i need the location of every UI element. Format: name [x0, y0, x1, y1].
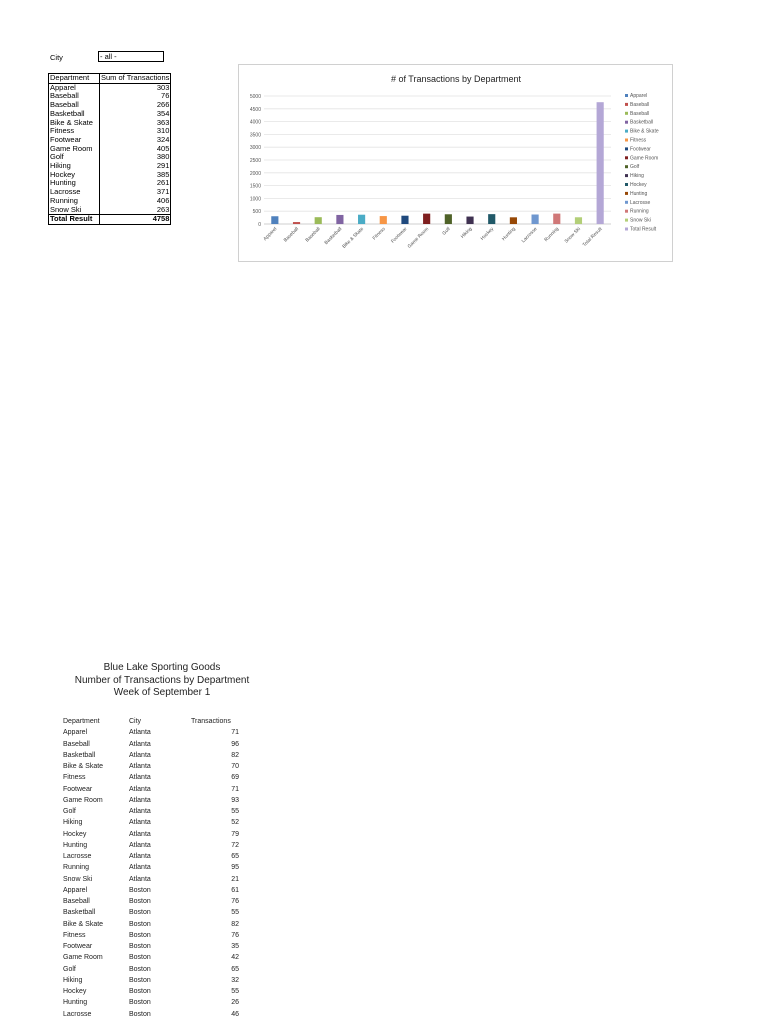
- legend-swatch: [625, 165, 628, 168]
- pivot-value-cell[interactable]: 371: [156, 187, 170, 197]
- report-row: [63, 795, 239, 806]
- report-department-cell: Lacrosse: [63, 1010, 92, 1018]
- x-tick-label: Hunting: [501, 226, 517, 243]
- report-title-subject: Number of Transactions by Department: [74, 674, 250, 686]
- x-tick-label: Apparel: [263, 226, 279, 243]
- pivot-value-cell[interactable]: 261: [156, 178, 170, 188]
- report-city-cell: Boston: [129, 965, 151, 973]
- y-tick-label: 4500: [249, 106, 261, 113]
- bar-baseball: [315, 217, 322, 224]
- legend-swatch: [625, 174, 628, 177]
- report-transactions-cell: 82: [231, 751, 239, 759]
- report-row: [63, 862, 239, 873]
- pivot-department-cell[interactable]: Game Room: [49, 145, 100, 154]
- pivot-value-cell[interactable]: 324: [156, 134, 170, 144]
- pivot-department-cell[interactable]: Hiking: [49, 162, 100, 171]
- report-row: [63, 874, 239, 885]
- bar-hockey: [488, 214, 495, 224]
- report-city-cell: Atlanta: [129, 763, 151, 770]
- report-city-cell: Boston: [129, 898, 151, 905]
- report-city-cell: Boston: [129, 886, 151, 894]
- bar-lacrosse: [532, 215, 539, 224]
- report-row: [63, 930, 239, 941]
- pivot-department-cell[interactable]: Golf: [49, 153, 100, 162]
- legend-entry: Fitness: [630, 137, 647, 144]
- y-tick-label: 4000: [249, 119, 261, 126]
- report-department-cell: Golf: [63, 965, 76, 973]
- report-transactions-cell: 55: [231, 808, 239, 815]
- pivot-department-cell[interactable]: Hockey: [49, 171, 100, 180]
- report-city-cell: Boston: [129, 909, 151, 917]
- x-tick-label: Golf: [441, 226, 452, 237]
- report-row: [63, 739, 239, 750]
- report-city-cell: Boston: [129, 976, 151, 984]
- report-department-cell: Running: [63, 864, 90, 872]
- pivot-value-cell[interactable]: 354: [156, 108, 170, 118]
- report-city-cell: Atlanta: [129, 796, 151, 804]
- pivot-department-cell[interactable]: Running: [49, 197, 100, 206]
- report-city-cell: Atlanta: [129, 774, 151, 782]
- report-table: [63, 716, 239, 1020]
- report-transactions-cell: 26: [231, 999, 239, 1007]
- report-transactions-cell: 65: [231, 853, 239, 860]
- y-tick-label: 500: [252, 209, 261, 216]
- bar-footwear: [401, 216, 408, 224]
- report-header-city: City: [129, 718, 142, 725]
- x-tick-label: Hiking: [460, 226, 474, 240]
- report-city-cell: Boston: [129, 988, 151, 995]
- legend-entry: Baseball: [630, 101, 650, 108]
- pivot-value-cell[interactable]: 310: [156, 126, 170, 136]
- x-tick-label: Fitness: [372, 226, 387, 242]
- legend-swatch: [625, 121, 628, 124]
- report-row: [63, 975, 239, 986]
- pivot-department-cell[interactable]: Basketball: [49, 110, 100, 119]
- x-tick-label: Basketball: [324, 226, 344, 247]
- y-tick-label: 2500: [249, 158, 261, 164]
- report-department-cell: Bike & Skate: [63, 763, 104, 770]
- pivot-total-row: [49, 215, 171, 225]
- report-transactions-cell: 52: [231, 819, 239, 827]
- report-title-week: Week of September 1: [113, 687, 211, 698]
- x-tick-label: Running: [544, 226, 561, 244]
- report-row: [63, 750, 239, 761]
- city-filter-dropdown[interactable]: - all -: [98, 51, 164, 62]
- report-department-cell: Apparel: [63, 729, 88, 737]
- report-transactions-cell: 79: [231, 830, 239, 838]
- report-transactions-cell: 70: [231, 763, 239, 770]
- bar-hunting: [510, 217, 517, 224]
- pivot-value-cell[interactable]: 291: [156, 161, 170, 171]
- report-city-cell: Atlanta: [129, 785, 151, 793]
- report-transactions-cell: 72: [231, 841, 239, 849]
- pivot-value-cell[interactable]: 406: [156, 195, 170, 205]
- report-department-cell: Hockey: [63, 988, 87, 995]
- report-transactions-cell: 69: [231, 774, 239, 782]
- report-header-transactions: Transactions: [191, 718, 231, 725]
- report-city-cell: Atlanta: [129, 864, 151, 872]
- legend-swatch: [625, 210, 628, 213]
- legend-swatch: [625, 147, 628, 150]
- legend-swatch: [625, 219, 628, 222]
- report-transactions-cell: 93: [231, 796, 239, 804]
- report-row: [63, 907, 239, 918]
- report-header-row: [63, 716, 239, 727]
- report-city-cell: Atlanta: [129, 841, 151, 849]
- pivot-header-row: [49, 74, 171, 84]
- report-row: [63, 941, 239, 952]
- legend-swatch: [625, 139, 628, 142]
- report-department-cell: Basketball: [63, 909, 96, 917]
- bar-running: [553, 214, 560, 224]
- chart-frame[interactable]: [238, 64, 673, 262]
- transactions-bar-chart: [239, 65, 674, 263]
- y-tick-label: 3000: [249, 145, 261, 152]
- report-city-cell: Atlanta: [129, 875, 151, 883]
- report-row: [63, 806, 239, 817]
- pivot-department-cell[interactable]: Lacrosse: [49, 188, 100, 197]
- report-transactions-cell: 32: [231, 976, 239, 984]
- pivot-department-cell[interactable]: Baseball: [49, 101, 100, 110]
- pivot-department-cell[interactable]: Fitness: [49, 127, 100, 136]
- report-row: [63, 817, 239, 828]
- x-tick-label: Total Result: [582, 226, 604, 249]
- pivot-department-cell[interactable]: Apparel: [49, 83, 100, 92]
- report-transactions-cell: 55: [231, 988, 239, 995]
- bar-golf: [445, 214, 452, 224]
- report-transactions-cell: 46: [231, 1010, 239, 1018]
- legend-entry: Baseball: [630, 110, 650, 117]
- x-tick-label: Game Room: [407, 226, 431, 250]
- pivot-value-cell[interactable]: 380: [156, 152, 170, 162]
- report-city-cell: Boston: [129, 931, 151, 939]
- pivot-table: [48, 73, 171, 225]
- x-tick-label: Baseball: [283, 226, 300, 244]
- pivot-value-cell[interactable]: 76: [161, 91, 170, 101]
- x-tick-label: Footwear: [390, 226, 409, 245]
- report-title: [40, 662, 284, 700]
- report-department-cell: Game Room: [63, 954, 103, 962]
- legend-entry: Game Room: [630, 155, 659, 162]
- report-department-cell: Baseball: [63, 898, 90, 905]
- pivot-header-department: Department: [49, 74, 100, 84]
- report-department-cell: Hiking: [63, 976, 83, 984]
- report-city-cell: Atlanta: [129, 808, 151, 815]
- report-row: [63, 964, 239, 975]
- report-transactions-cell: 35: [231, 943, 239, 950]
- y-tick-label: 2000: [249, 170, 261, 177]
- pivot-total-label: Total Result: [49, 215, 100, 225]
- report-transactions-cell: 76: [231, 931, 239, 939]
- legend-entry: Snow Ski: [630, 217, 651, 224]
- report-transactions-cell: 95: [231, 864, 239, 872]
- bar-baseball: [293, 222, 300, 224]
- pivot-header-sum: Sum of Transactions: [101, 73, 170, 82]
- report-header-department: Department: [63, 718, 100, 725]
- pivot-department-cell[interactable]: Hunting: [49, 179, 100, 188]
- pivot-value-cell[interactable]: 263: [156, 204, 170, 214]
- report-row: [63, 986, 239, 997]
- report-row: [63, 727, 239, 738]
- report-transactions-cell: 71: [231, 729, 239, 737]
- pivot-value-cell[interactable]: 266: [156, 100, 170, 110]
- legend-entry: Running: [630, 208, 649, 215]
- report-transactions-cell: 71: [231, 785, 239, 793]
- bar-total-result: [597, 102, 604, 224]
- report-department-cell: Game Room: [63, 796, 103, 804]
- bar-bike-skate: [358, 215, 365, 224]
- report-row: [63, 784, 239, 795]
- report-row: [63, 772, 239, 783]
- report-transactions-cell: 96: [231, 740, 239, 748]
- report-department-cell: Apparel: [63, 886, 88, 894]
- report-department-cell: Footwear: [63, 943, 93, 950]
- report-department-cell: Lacrosse: [63, 853, 92, 860]
- report-transactions-cell: 61: [231, 886, 239, 894]
- report-department-cell: Hiking: [63, 819, 83, 827]
- x-tick-label: Bike & Skate: [342, 226, 366, 250]
- report-city-cell: Atlanta: [129, 751, 151, 759]
- report-row: [63, 919, 239, 930]
- y-tick-label: 3500: [249, 132, 261, 139]
- legend-swatch: [625, 130, 628, 133]
- pivot-department-cell[interactable]: Bike & Skate: [49, 119, 100, 128]
- y-tick-label: 5000: [249, 94, 261, 100]
- legend-entry: Hiking: [630, 173, 644, 180]
- x-tick-label: Hockey: [480, 226, 496, 242]
- report-transactions-cell: 42: [231, 954, 239, 962]
- report-transactions-cell: 55: [231, 909, 239, 917]
- bar-fitness: [380, 216, 387, 224]
- bar-apparel: [271, 216, 278, 224]
- report-transactions-cell: 65: [231, 965, 239, 973]
- report-row: [63, 851, 239, 862]
- report-department-cell: Baseball: [63, 740, 90, 748]
- report-title-company: Blue Lake Sporting Goods: [103, 662, 221, 673]
- report-department-cell: Fitness: [63, 774, 86, 782]
- city-filter-label: City: [50, 53, 63, 62]
- report-city-cell: Boston: [129, 999, 151, 1007]
- legend-swatch: [625, 103, 628, 106]
- report-row: [63, 952, 239, 963]
- legend-entry: Hunting: [630, 190, 648, 197]
- report-row: [63, 761, 239, 772]
- report-department-cell: Snow Ski: [63, 875, 93, 883]
- report-department-cell: Hunting: [63, 999, 88, 1007]
- pivot-department-cell[interactable]: Baseball: [49, 92, 100, 101]
- pivot-department-cell[interactable]: Snow Ski: [49, 206, 100, 215]
- legend-entry: Hockey: [630, 182, 647, 188]
- report-row: [63, 840, 239, 851]
- pivot-row: [49, 145, 171, 154]
- report-city-cell: Boston: [129, 1010, 151, 1018]
- y-tick-label: 1000: [249, 196, 261, 203]
- legend-entry: Bike & Skate: [630, 128, 659, 135]
- report-city-cell: Boston: [129, 920, 151, 928]
- y-tick-label: 0: [258, 222, 261, 228]
- pivot-value-cell[interactable]: 363: [156, 117, 170, 127]
- report-department-cell: Golf: [63, 808, 76, 815]
- legend-swatch: [625, 183, 628, 186]
- bar-snow-ski: [575, 217, 582, 224]
- pivot-value-cell[interactable]: 385: [156, 169, 170, 179]
- legend-entry: Lacrosse: [630, 199, 651, 206]
- report-department-cell: Footwear: [63, 785, 93, 793]
- x-tick-label: Baseball: [305, 226, 322, 244]
- legend-swatch: [625, 94, 628, 97]
- report-department-cell: Hockey: [63, 830, 87, 838]
- pivot-department-cell[interactable]: Footwear: [49, 136, 100, 145]
- legend-entry: Golf: [630, 164, 640, 171]
- x-tick-label: Lacrosse: [521, 226, 539, 245]
- chart-title: # of Transactions by Department: [390, 74, 522, 84]
- legend-entry: Total Result: [630, 226, 657, 233]
- pivot-value-cell[interactable]: 405: [156, 143, 170, 153]
- legend-swatch: [625, 192, 628, 195]
- legend-swatch: [625, 201, 628, 204]
- y-tick-label: 1500: [249, 183, 261, 190]
- report-row: [63, 885, 239, 896]
- report-row: [63, 997, 239, 1008]
- pivot-total-value: 4758: [100, 215, 171, 225]
- legend-swatch: [625, 228, 628, 231]
- report-transactions-cell: 21: [231, 875, 239, 883]
- report-city-cell: Atlanta: [129, 729, 151, 737]
- report-row: [63, 1009, 239, 1020]
- report-city-cell: Atlanta: [129, 740, 151, 748]
- legend-entry: Basketball: [630, 119, 654, 126]
- report-row: [63, 896, 239, 907]
- bar-basketball: [336, 215, 343, 224]
- report-department-cell: Bike & Skate: [63, 920, 104, 928]
- report-city-cell: Atlanta: [129, 819, 151, 827]
- x-tick-label: Snow Ski: [564, 226, 582, 245]
- bar-game-room: [423, 214, 430, 224]
- report-city-cell: Atlanta: [129, 853, 151, 860]
- bar-hiking: [466, 217, 473, 224]
- report-city-cell: Atlanta: [129, 830, 151, 838]
- legend-entry: Apparel: [630, 93, 648, 99]
- report-department-cell: Fitness: [63, 931, 86, 939]
- report-row: [63, 829, 239, 840]
- legend-swatch: [625, 112, 628, 115]
- report-city-cell: Boston: [129, 954, 151, 962]
- pivot-value-cell[interactable]: 303: [156, 82, 170, 92]
- report-department-cell: Basketball: [63, 751, 96, 759]
- report-city-cell: Boston: [129, 943, 151, 950]
- report-department-cell: Hunting: [63, 841, 88, 849]
- legend-swatch: [625, 156, 628, 159]
- report-transactions-cell: 76: [231, 898, 239, 905]
- legend-entry: Footwear: [630, 146, 651, 153]
- report-transactions-cell: 82: [231, 920, 239, 928]
